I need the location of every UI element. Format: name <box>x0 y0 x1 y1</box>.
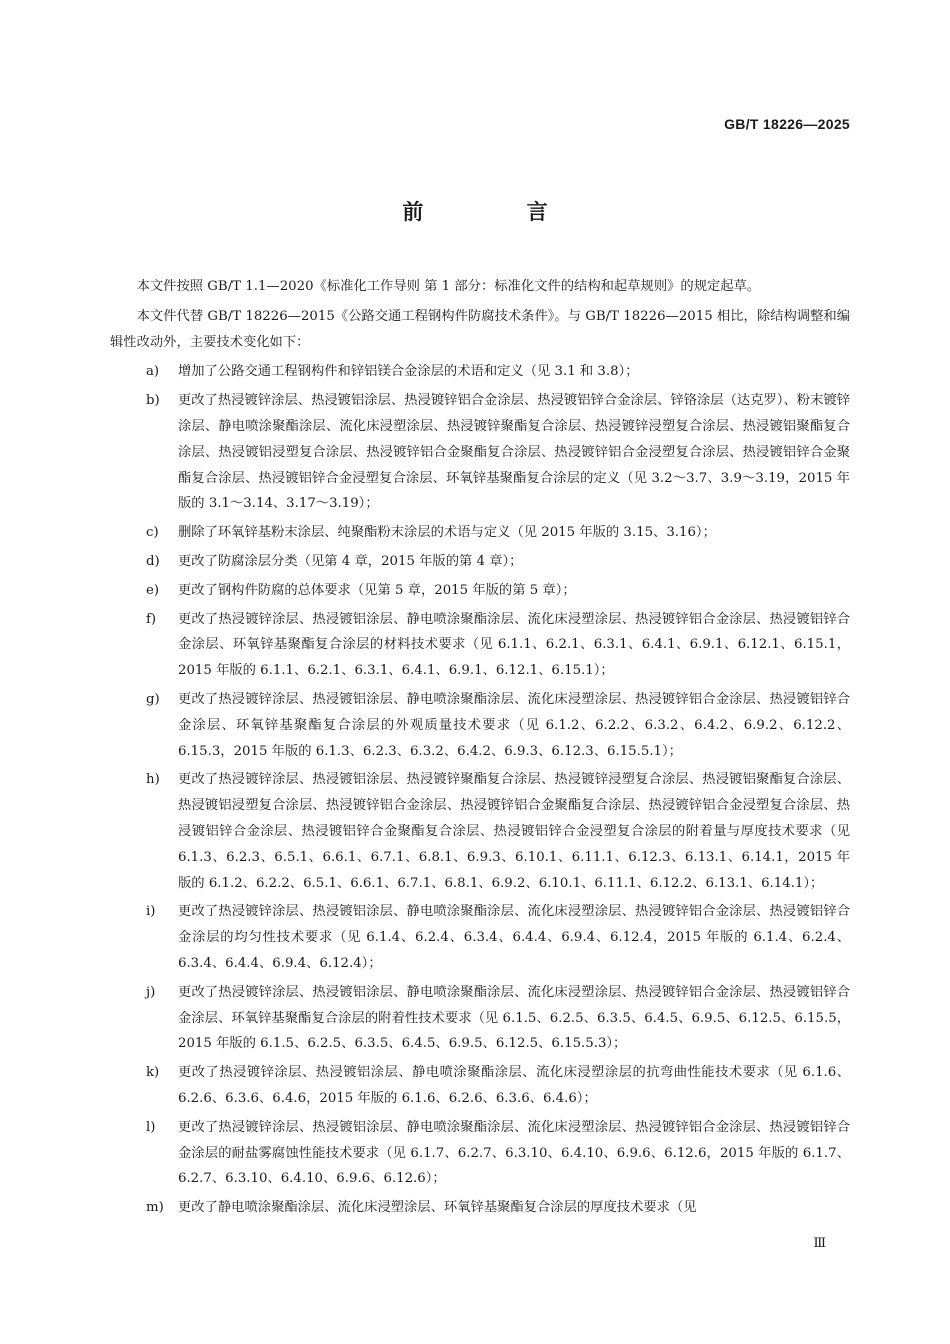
list-item-text: 更改了热浸镀锌涂层、热浸镀铝涂层、静电喷涂聚酯涂层、流化床浸塑涂层、热浸镀锌铝合金涂层、热浸镀铝锌合金涂层、环氧锌基聚酯复合涂层的材料技术要求（见 6.1.1、6.2.1、6.3.1、6.4.1、6.9.1、6.12.1、6.15.1，2015 年版的 6.1.1、6.2.1、6.3.1、6.4.1、6.9.1、6.12.1、6.15.1）； <box>178 611 850 679</box>
list-item <box>110 687 850 764</box>
list-marker: m) <box>146 1200 164 1216</box>
list-item <box>110 549 850 575</box>
list-item-text: 更改了热浸镀锌涂层、热浸镀铝涂层、热浸镀锌铝合金涂层、热浸镀铝锌合金涂层、锌铬涂层（达克罗）、粉末镀锌涂层、静电喷涂聚酯涂层、流化床浸塑涂层、热浸镀锌聚酯复合涂层、热浸镀锌浸塑复合涂层、热浸镀铝聚酯复合涂层、热浸镀铝浸塑复合涂层、热浸镀锌铝合金聚酯复合涂层、热浸镀锌铝合金浸塑复合涂层、热浸镀铝锌合金聚酯复合涂层、热浸镀铝锌合金浸塑复合涂层、环氧锌基聚酯复合涂层的定义（见 3.2～3.7、3.9～3.19，2015 年版的 3.1～3.14、3.17～3.19）； <box>178 393 850 512</box>
list-marker: c) <box>146 525 159 541</box>
list-item-text: 更改了热浸镀锌涂层、热浸镀铝涂层、热浸镀锌聚酯复合涂层、热浸镀锌浸塑复合涂层、热浸镀铝聚酯复合涂层、热浸镀铝浸塑复合涂层、热浸镀锌铝合金涂层、热浸镀锌铝合金聚酯复合涂层、热浸镀锌铝合金浸塑复合涂层、热浸镀铝锌合金涂层、热浸镀铝锌合金聚酯复合涂层、热浸镀铝锌合金浸塑复合涂层的附着量与厚度技术要求（见 6.1.3、6.2.3、6.5.1、6.6.1、6.7.1、6.8.1、6.9.3、6.10.1、6.11.1、6.12.3、6.13.1、6.14.1，2015 年版的 6.1.2、6.2.2、6.5.1、6.6.1、6.7.1、6.8.1、6.9.2、6.10.1、6.11.1、6.12.2、6.13.1、6.14.1）； <box>178 772 850 891</box>
list-item <box>110 767 850 896</box>
list-marker: f) <box>146 611 157 627</box>
list-item-text: 更改了钢构件防腐的总体要求（见第 5 章，2015 年版的第 5 章）； <box>178 582 576 598</box>
list-marker: l) <box>146 1119 156 1135</box>
list-item <box>110 520 850 546</box>
list-item <box>110 1195 850 1221</box>
list-marker: j) <box>146 984 156 1000</box>
list-item-text: 更改了防腐涂层分类（见第 4 章，2015 年版的第 4 章）； <box>178 553 523 569</box>
list-item <box>110 578 850 604</box>
list-marker: b) <box>146 393 160 409</box>
list-item <box>110 899 850 976</box>
paragraph-replacement: 本文件代替 GB/T 18226—2015《公路交通工程钢构件防腐技术条件》。与 GB/T 18226—2015 相比，除结构调整和编辑性改动外，主要技术变化如下： <box>110 308 850 350</box>
list-item-text: 更改了热浸镀锌涂层、热浸镀铝涂层、静电喷涂聚酯涂层、流化床浸塑涂层的抗弯曲性能技术要求（见 6.1.6、6.2.6、6.3.6、6.4.6，2015 年版的 6.1.6、6.2.6、6.3.6、6.4.6）； <box>178 1065 850 1106</box>
list-item-text: 增加了公路交通工程钢构件和锌铝镁合金涂层的术语和定义（见 3.1 和 3.8）； <box>178 364 639 380</box>
list-item-text: 更改了热浸镀锌涂层、热浸镀铝涂层、静电喷涂聚酯涂层、流化床浸塑涂层、热浸镀锌铝合金涂层、热浸镀铝锌合金涂层的耐盐雾腐蚀性能技术要求（见 6.1.7、6.2.7、6.3.10、6.4.10、6.9.6、6.12.6，2015 年版的 6.1.7、6.2.7、6.3.10、6.4.10、6.9.6、6.12.6）； <box>178 1119 850 1187</box>
list-item <box>110 607 850 684</box>
list-item <box>110 1115 850 1192</box>
list-item-text: 更改了静电喷涂聚酯涂层、流化床浸塑涂层、环氧锌基聚酯复合涂层的厚度技术要求（见 <box>178 1200 697 1216</box>
foreword-body <box>110 274 850 1224</box>
paragraph-drafting-rules: 本文件按照 GB/T 1.1—2020《标准化工作导则 第 1 部分：标准化文件的结构和起草规则》的规定起草。 <box>136 279 761 294</box>
list-item-text: 更改了热浸镀锌涂层、热浸镀铝涂层、静电喷涂聚酯涂层、流化床浸塑涂层、热浸镀锌铝合金涂层、热浸镀铝锌合金涂层的均匀性技术要求（见 6.1.4、6.2.4、6.3.4、6.4.4、6.9.4、6.12.4，2015 年版的 6.1.4、6.2.4、6.3.4、6.4.4、6.9.4、6.12.4）； <box>178 904 850 971</box>
list-item <box>110 359 850 385</box>
list-marker: h) <box>146 772 160 788</box>
list-item-text: 更改了热浸镀锌涂层、热浸镀铝涂层、静电喷涂聚酯涂层、流化床浸塑涂层、热浸镀锌铝合金涂层、热浸镀铝锌合金涂层、环氧锌基聚酯复合涂层的外观质量技术要求（见 6.1.2、6.2.2、6.3.2、6.4.2、6.9.2、6.12.2、6.15.3，2015 年版的 6.1.3、6.2.3、6.3.2、6.4.2、6.9.3、6.12.3、6.15.5.1）； <box>178 691 850 759</box>
list-marker: d) <box>146 553 160 569</box>
page-title: 前 言 <box>402 200 596 224</box>
document-code: GB/T 18226—2025 <box>724 116 850 132</box>
list-marker: g) <box>146 691 160 707</box>
list-item <box>110 980 850 1057</box>
list-marker: e) <box>146 582 160 598</box>
list-marker: i) <box>146 904 156 920</box>
list-item <box>110 1060 850 1112</box>
list-marker: a) <box>146 364 160 380</box>
list-marker: k) <box>146 1065 160 1081</box>
list-item-text: 删除了环氧锌基粉末涂层、纯聚酯粉末涂层的术语与定义（见 2015 年版的 3.15、3.16）； <box>178 525 716 541</box>
list-item <box>110 388 850 517</box>
page-number: Ⅲ <box>813 1236 826 1251</box>
list-item-text: 更改了热浸镀锌涂层、热浸镀铝涂层、静电喷涂聚酯涂层、流化床浸塑涂层、热浸镀锌铝合金涂层、热浸镀铝锌合金涂层、环氧锌基聚酯复合涂层的附着性技术要求（见 6.1.5、6.2.5、6.3.5、6.4.5、6.9.5、6.12.5、6.15.5，2015 年版的 6.1.5、6.2.5、6.3.5、6.4.5、6.9.5、6.12.5、6.15.5.3）； <box>178 984 850 1052</box>
